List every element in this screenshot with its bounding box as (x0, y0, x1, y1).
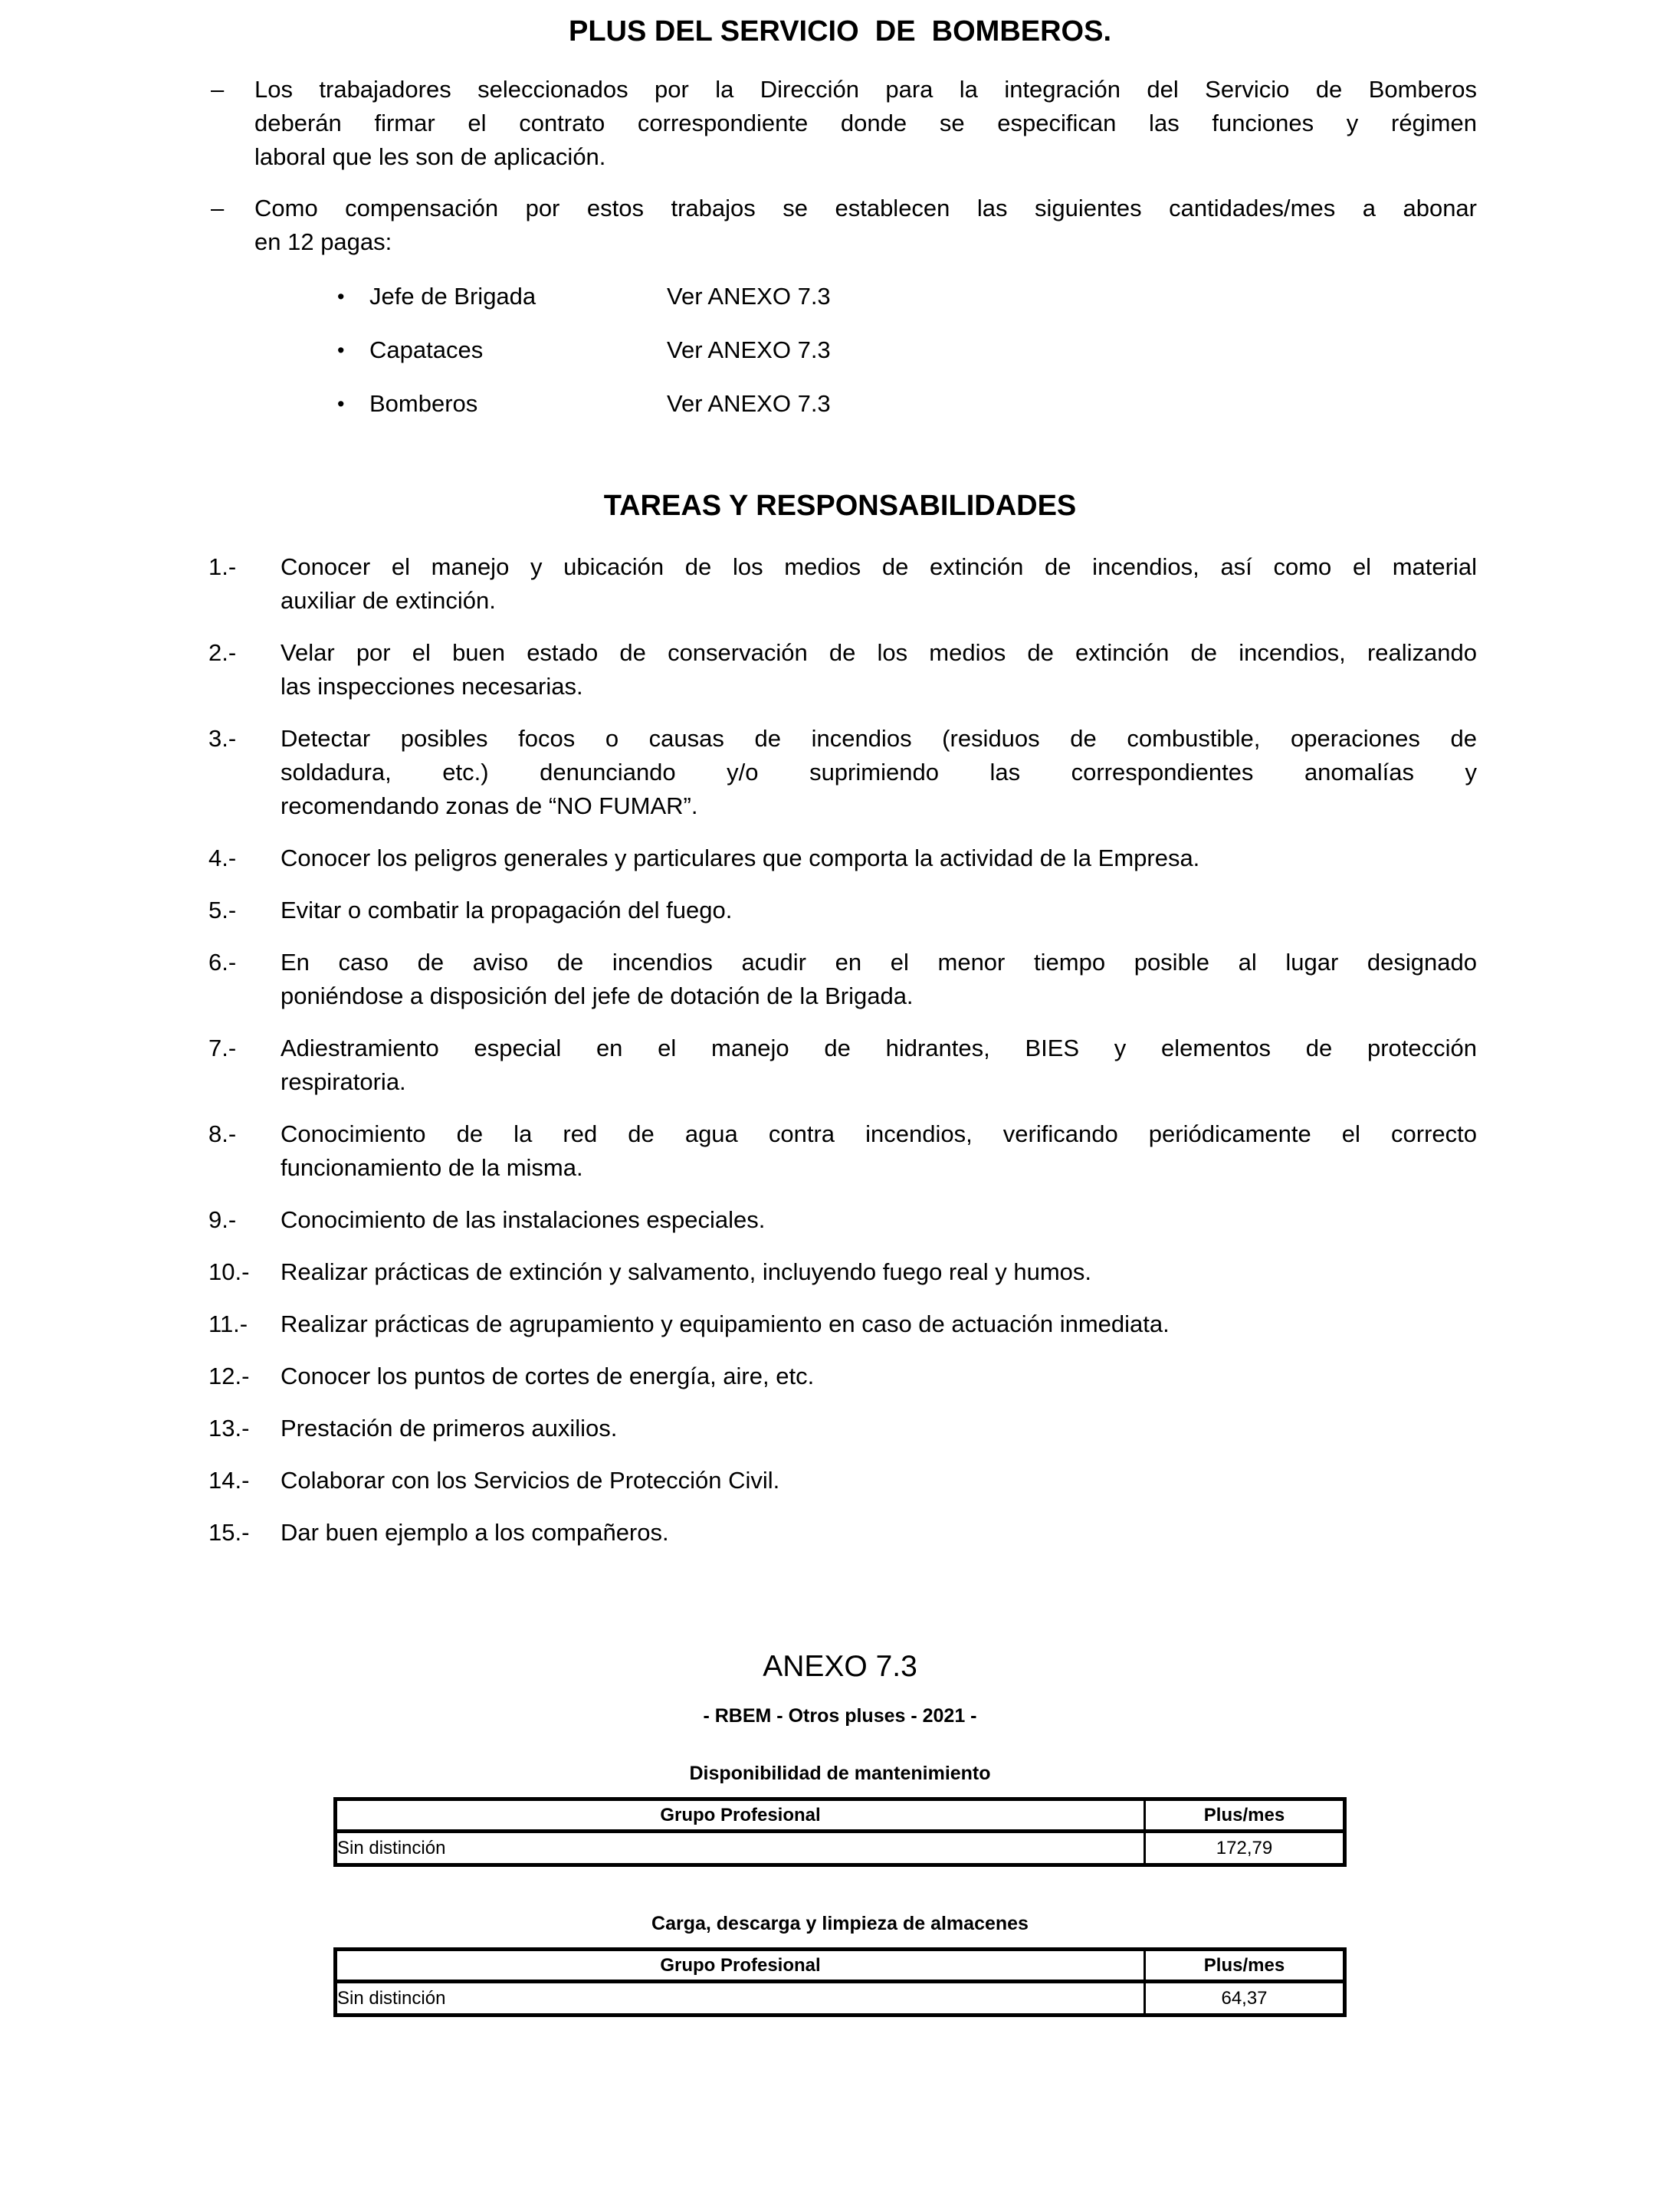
role-label: Bomberos (369, 390, 478, 417)
task-text (281, 636, 1477, 704)
plus-table (333, 1797, 1347, 1867)
text-line: auxiliar de extinción. (281, 587, 496, 614)
text-line: funcionamiento de la misma. (281, 1154, 583, 1181)
text-line: Conocer los puntos de cortes de energía, aire, etc. (281, 1363, 815, 1389)
bullet-icon: • (337, 285, 345, 308)
column-header-plus-mes: Plus/mes (1145, 1950, 1345, 1982)
text-line: Los trabajadores seleccionados por la Dirección para la integración del Servicio de Bomberos (254, 76, 1477, 103)
compensation-list (0, 280, 1680, 421)
text-line: Realizar prácticas de agrupamiento y equipamiento en caso de actuación inmediata. (281, 1310, 1170, 1337)
task-item (208, 946, 1477, 1013)
task-text (281, 1360, 1477, 1393)
task-number: 5.- (208, 897, 237, 923)
task-text (281, 550, 1477, 618)
intro-item (211, 192, 1477, 259)
column-header-grupo-profesional: Grupo Profesional (336, 1950, 1145, 1982)
task-text (281, 1464, 1477, 1497)
task-text (281, 841, 1477, 875)
task-text (281, 894, 1477, 927)
column-header-grupo-profesional: Grupo Profesional (336, 1799, 1145, 1832)
intro-text (254, 73, 1477, 174)
task-item (208, 636, 1477, 704)
text-line: soldadura, etc.) denunciando y/o suprimiendo las correspondientes anomalías y (281, 759, 1477, 786)
task-item (208, 1307, 1477, 1341)
text-line: laboral que les son de aplicación. (254, 143, 606, 170)
task-text (281, 1203, 1477, 1237)
task-item (208, 722, 1477, 823)
task-number: 15.- (208, 1519, 250, 1546)
text-line: Prestación de primeros auxilios. (281, 1415, 618, 1442)
task-item (208, 1464, 1477, 1497)
task-number: 14.- (208, 1467, 250, 1494)
task-text (281, 1255, 1477, 1289)
list-item (337, 387, 1680, 421)
task-number: 12.- (208, 1363, 250, 1389)
task-number: 13.- (208, 1415, 250, 1442)
page-title: PLUS DEL SERVICIO DE BOMBEROS. (568, 15, 1112, 48)
bullet-icon: • (337, 339, 345, 362)
task-number: 4.- (208, 845, 237, 871)
column-header-plus-mes: Plus/mes (1145, 1799, 1345, 1832)
task-item (208, 1412, 1477, 1445)
dash-marker: – (211, 76, 225, 103)
text-line: deberán firmar el contrato correspondiente donde se especifican las funciones y régimen (254, 110, 1477, 136)
list-item (337, 333, 1680, 367)
task-number: 10.- (208, 1258, 250, 1285)
text-line: Realizar prácticas de extinción y salvamento, incluyendo fuego real y humos. (281, 1258, 1091, 1285)
bullet-icon: • (337, 392, 345, 415)
text-line: Como compensación por estos trabajos se establecen las siguientes cantidades/mes a abonar (254, 195, 1477, 221)
annex-reference: Ver ANEXO 7.3 (667, 390, 831, 417)
text-line: Colaborar con los Servicios de Protección Civil. (281, 1467, 780, 1494)
annex-subtitle: - RBEM - Otros pluses - 2021 - (703, 1705, 977, 1727)
text-line: respiratoria. (281, 1068, 406, 1095)
intro-list (0, 73, 1680, 259)
task-number: 2.- (208, 639, 237, 666)
task-text (281, 1412, 1477, 1445)
text-line: Adiestramiento especial en el manejo de hidrantes, BIES y elementos de protección (281, 1035, 1477, 1061)
text-line: Conocimiento de las instalaciones especiales. (281, 1206, 766, 1233)
intro-text (254, 192, 1477, 259)
cell-plus: 172,79 (1145, 1832, 1345, 1865)
text-line: en 12 pagas: (254, 228, 392, 255)
task-number: 8.- (208, 1120, 237, 1147)
task-number: 1.- (208, 553, 237, 580)
task-text (281, 1516, 1477, 1550)
annex-title: ANEXO 7.3 (763, 1650, 917, 1683)
text-line: Conocimiento de la red de agua contra incendios, verificando periódicamente el correcto (281, 1120, 1477, 1147)
task-item (208, 1117, 1477, 1185)
annex-reference: Ver ANEXO 7.3 (667, 283, 831, 310)
task-text (281, 946, 1477, 1013)
task-item (208, 1360, 1477, 1393)
intro-item (211, 73, 1477, 174)
task-item (208, 1203, 1477, 1237)
role-label: Capataces (369, 336, 484, 363)
role-label: Jefe de Brigada (369, 283, 536, 310)
task-text (281, 1117, 1477, 1185)
cell-grupo: Sin distinción (336, 1832, 1145, 1865)
tasks-heading: TAREAS Y RESPONSABILIDADES (603, 490, 1077, 522)
task-text (281, 1307, 1477, 1341)
text-line: Dar buen ejemplo a los compañeros. (281, 1519, 669, 1546)
text-line: Detectar posibles focos o causas de incendios (residuos de combustible, operaciones de (281, 725, 1477, 752)
plus-table (333, 1947, 1347, 2017)
text-line: Conocer los peligros generales y particulares que comporta la actividad de la Empresa. (281, 845, 1200, 871)
task-item (208, 1032, 1477, 1099)
text-line: poniéndose a disposición del jefe de dotación de la Brigada. (281, 982, 914, 1009)
table-row (336, 1982, 1345, 2016)
table-caption: Disponibilidad de mantenimiento (689, 1763, 991, 1784)
text-line: En caso de aviso de incendios acudir en el menor tiempo posible al lugar designado (281, 949, 1477, 976)
task-number: 3.- (208, 725, 237, 752)
text-line: Velar por el buen estado de conservación de los medios de extinción de incendios, realizando (281, 639, 1477, 666)
task-number: 9.- (208, 1206, 237, 1233)
task-text (281, 722, 1477, 823)
cell-plus: 64,37 (1145, 1982, 1345, 2016)
table-row (336, 1832, 1345, 1865)
task-item (208, 550, 1477, 618)
table-caption: Carga, descarga y limpieza de almacenes (651, 1913, 1029, 1934)
task-number: 7.- (208, 1035, 237, 1061)
text-line: recomendando zonas de “NO FUMAR”. (281, 792, 698, 819)
task-item (208, 1516, 1477, 1550)
task-item (208, 841, 1477, 875)
task-text (281, 1032, 1477, 1099)
text-line: Evitar o combatir la propagación del fuego. (281, 897, 733, 923)
text-line: Conocer el manejo y ubicación de los medios de extinción de incendios, así como el material (281, 553, 1477, 580)
task-item (208, 894, 1477, 927)
dash-marker: – (211, 195, 225, 221)
task-number: 11.- (208, 1310, 248, 1337)
task-item (208, 1255, 1477, 1289)
list-item (337, 280, 1680, 313)
text-line: las inspecciones necesarias. (281, 673, 583, 700)
tasks-list (0, 550, 1680, 1550)
annex-reference: Ver ANEXO 7.3 (667, 336, 831, 363)
task-number: 6.- (208, 949, 237, 976)
cell-grupo: Sin distinción (336, 1982, 1145, 2016)
